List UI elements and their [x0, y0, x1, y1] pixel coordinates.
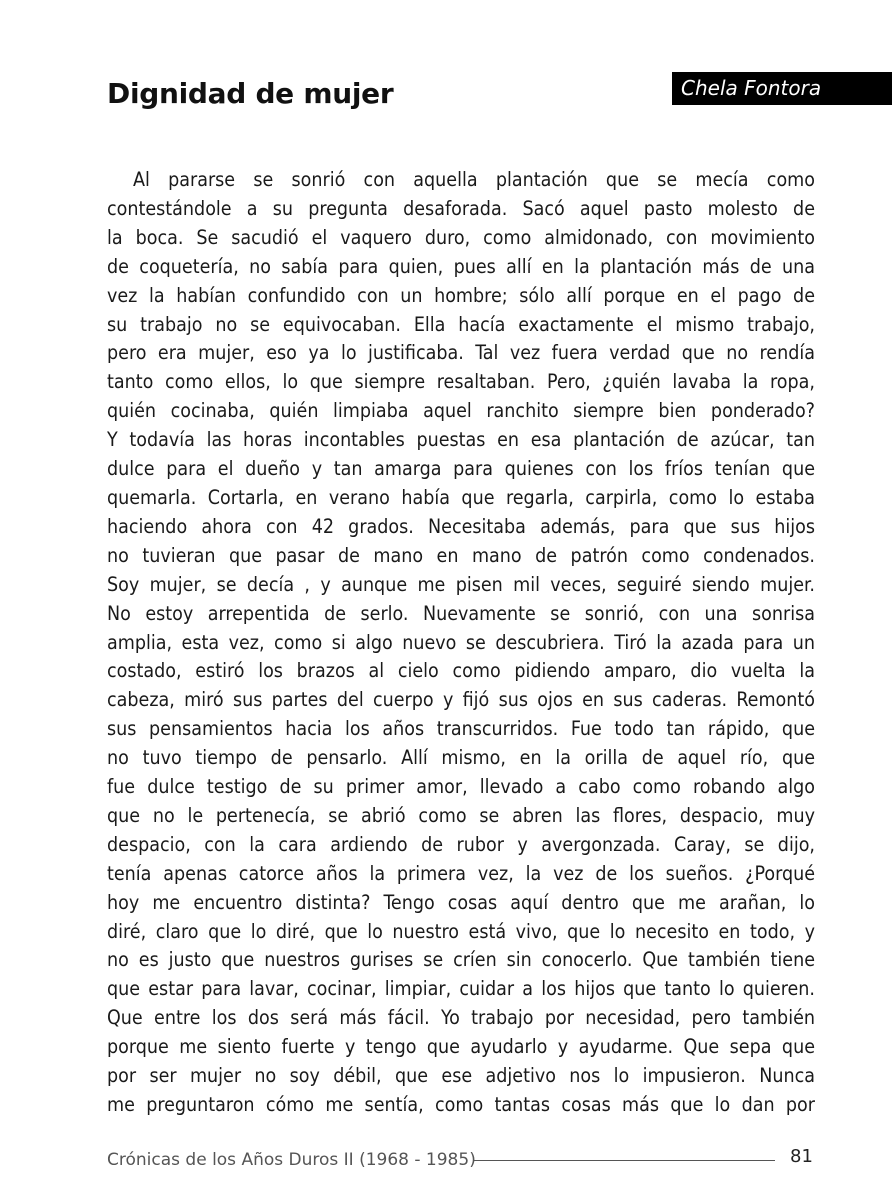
text-line: tenía apenas catorce años la primera vez, la vez de los sueños. ¿Porqué [107, 861, 815, 885]
text-line: no es justo que nuestros gurises se críen sin conocerlo. Que también tiene [107, 948, 815, 972]
text-line: No estoy arrepentida de serlo. Nuevamente se sonrió, con una sonrisa [107, 601, 815, 625]
text-line: tanto como ellos, lo que siempre resaltaban. Pero, ¿quién lavaba la ropa, [107, 370, 815, 394]
text-line: amplia, esta vez, como si algo nuevo se descubriera. Tiró la azada para un [107, 630, 815, 654]
text-line: Y todavía las horas incontables puestas en esa plantación de azúcar, tan [107, 428, 815, 452]
text-line: fue dulce testigo de su primer amor, llevado a cabo como robando algo [107, 775, 815, 799]
text-line: quién cocinaba, quién limpiaba aquel ranchito siempre bien ponderado? [107, 399, 815, 423]
text-line: quemarla. Cortarla, en verano había que regarla, carpirla, como lo estaba [107, 485, 815, 509]
text-line: que no le pertenecía, se abrió como se abren las flores, despacio, muy [107, 803, 815, 827]
text-line: porque me siento fuerte y tengo que ayudarlo y ayudarme. Que sepa que [107, 1035, 815, 1059]
text-line: Al pararse se sonrió con aquella plantación que se mecía como [133, 168, 815, 191]
footer-divider [473, 1160, 775, 1161]
text-line: no tuvieran que pasar de mano en mano de patrón como condenados. [107, 543, 815, 567]
text-line: la boca. Se sacudió el vaquero duro, como almidonado, con movimiento [107, 225, 815, 249]
text-line: haciendo ahora con 42 grados. Necesitaba además, para que sus hijos [107, 514, 815, 538]
text-line: diré, claro que lo diré, que lo nuestro está vivo, que lo necesito en todo, y [107, 919, 815, 943]
text-line: dulce para el dueño y tan amarga para quienes con los fríos tenían que [107, 457, 815, 481]
author-badge: Chela Fontora [672, 72, 892, 105]
page-number: 81 [790, 1146, 813, 1167]
text-line: me preguntaron cómo me sentía, como tantas cosas más que lo dan por [107, 1093, 815, 1116]
text-line: cabeza, miró sus partes del cuerpo y fijó sus ojos en sus caderas. Remontó [107, 688, 815, 712]
text-line: Que entre los dos será más fácil. Yo trabajo por necesidad, pero también [107, 1006, 815, 1030]
text-line: por ser mujer no soy débil, que ese adjetivo nos lo impusieron. Nunca [107, 1064, 815, 1088]
text-line: Soy mujer, se decía , y aunque me pisen mil veces, seguiré siendo mujer. [107, 572, 815, 596]
text-line: sus pensamientos hacia los años transcurridos. Fue todo tan rápido, que [107, 717, 815, 741]
footer-book-title: Crónicas de los Años Duros II (1968 - 1985) [107, 1150, 476, 1170]
body-text [107, 166, 815, 1120]
text-line: vez la habían confundido con un hombre; sólo allí porque en el pago de [107, 283, 815, 307]
text-line: de coquetería, no sabía para quien, pues allí en la plantación más de una [107, 254, 815, 278]
text-line: costado, estiró los brazos al cielo como pidiendo amparo, dio vuelta la [107, 659, 815, 683]
text-line: no tuvo tiempo de pensarlo. Allí mismo, en la orilla de aquel río, que [107, 746, 815, 770]
text-line: pero era mujer, eso ya lo justificaba. Tal vez fuera verdad que no rendía [107, 341, 815, 365]
text-line: su trabajo no se equivocaban. Ella hacía exactamente el mismo trabajo, [107, 312, 815, 336]
text-line: que estar para lavar, cocinar, limpiar, cuidar a los hijos que tanto lo quieren. [107, 977, 815, 1001]
text-line: despacio, con la cara ardiendo de rubor y avergonzada. Caray, se dijo, [107, 832, 815, 856]
text-line: contestándole a su pregunta desaforada. Sacó aquel pasto molesto de [107, 196, 815, 220]
text-line: hoy me encuentro distinta? Tengo cosas aquí dentro que me arañan, lo [107, 890, 815, 914]
page-title: Dignidad de mujer [107, 77, 394, 110]
